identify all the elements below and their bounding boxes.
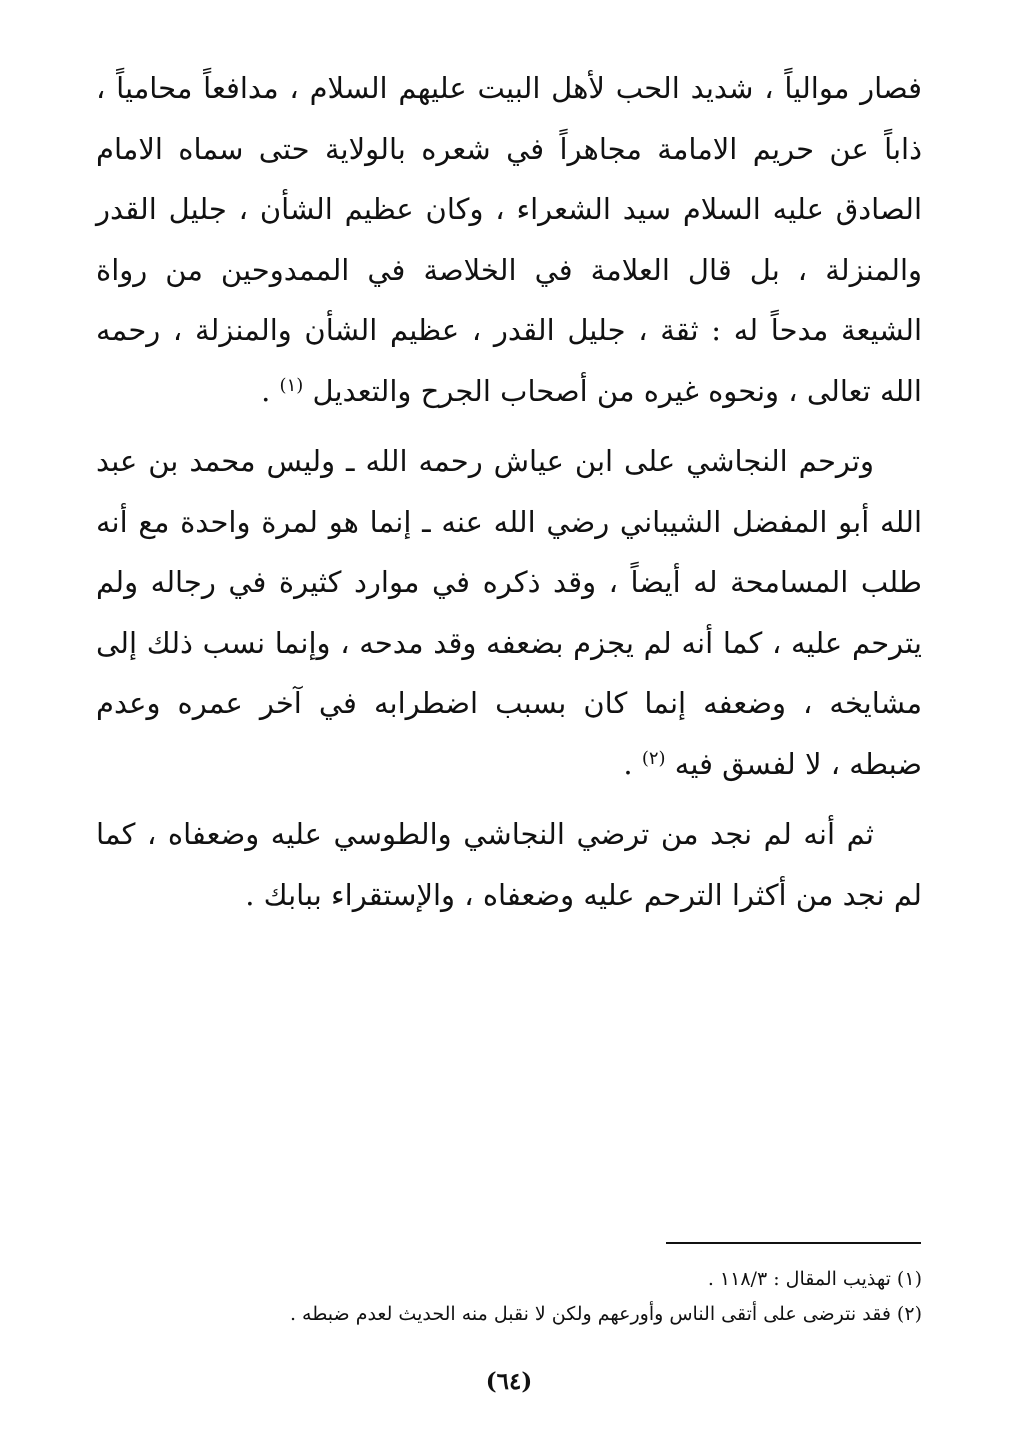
paragraph-3: ثم أنه لم نجد من ترضي النجاشي والطوسي عليه وضعفاه ، كما لم نجد من أكثرا الترحم عليه وضعفاه ، والإستقراء ببابك .: [96, 817, 922, 912]
main-text: [96, 58, 922, 935]
paragraph-1: [96, 58, 922, 421]
footnote-ref-1[interactable]: (١): [279, 374, 304, 396]
footnote-divider: [666, 1242, 921, 1244]
footnote-1: (١) تهذيب المقال : ١١٨/٣ .: [707, 1268, 922, 1290]
paragraph-1-end: .: [261, 373, 280, 408]
paragraph-1-text: فصار موالياً ، شديد الحب لأهل البيت عليهم السلام ، مدافعاً محامياً ، ذاباً عن حريم الامامة مجاهراً في شعره بالولاية حتى سماه الامام الصادق عليه السلام سيد الشعراء ، وكان عظيم الشأن ، جليل القدر والمنزلة ، بل قال العلامة في الخلاصة في الممدوحين من رواة الشيعة مدحاً له : ثقة ، جليل القدر ، عظيم الشأن والمنزلة ، رحمه الله تعالى ، ونحوه غيره من أصحاب الجرح والتعديل: [96, 71, 922, 408]
footnote-2: (٢) فقد نترضى على أتقى الناس وأورعهم ولكن لا نقبل منه الحديث لعدم ضبطه .: [289, 1303, 922, 1325]
page-number: (٦٤): [485, 1368, 533, 1395]
paragraph-2-end: .: [623, 746, 642, 781]
footnotes: [96, 1262, 922, 1332]
footnote-ref-2[interactable]: (٢): [641, 747, 666, 769]
paragraph-2: [96, 431, 922, 794]
paragraph-2-text: وترحم النجاشي على ابن عياش رحمه الله ـ وليس محمد بن عبد الله أبو المفضل الشيباني رضي الله عنه ـ إنما هو لمرة واحدة مع أنه طلب المسامحة له أيضاً ، وقد ذكره في موارد كثيرة في رجاله ولم يترحم عليه ، كما أنه لم يجزم بضعفه وقد مدحه ، وإنما نسب ذلك إلى مشايخه ، وضعفه إنما كان بسبب اضطرابه في آخر عمره وعدم ضبطه ، لا لفسق فيه: [96, 444, 922, 781]
